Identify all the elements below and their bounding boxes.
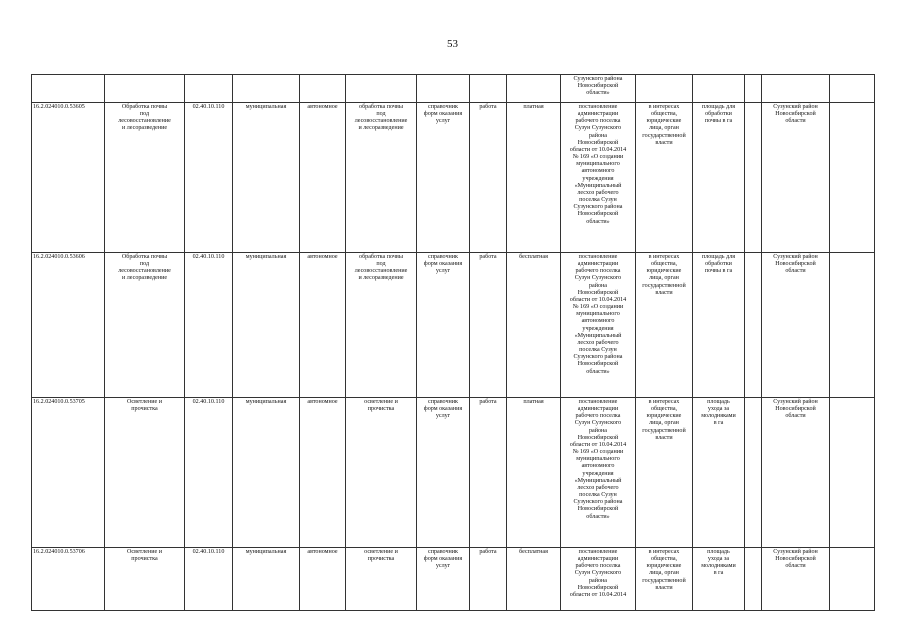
- text-line: почвы в га: [704, 118, 733, 125]
- text-line: лесхоз рабочего: [577, 484, 619, 491]
- cell: [745, 75, 762, 103]
- cell: [417, 75, 470, 103]
- text-line: Новосибирской: [577, 584, 619, 591]
- text-line: муниципального: [576, 456, 620, 463]
- text-line: муниципального: [576, 311, 620, 318]
- cell: [233, 75, 300, 103]
- services-registry-table: [31, 74, 875, 611]
- text-line: рабочего поселка: [575, 413, 621, 420]
- text-line: области»: [586, 513, 610, 520]
- category-cell: работа: [470, 398, 507, 548]
- text-line: Сузунский район: [773, 549, 818, 555]
- empty-cell: [745, 103, 762, 253]
- text-line: лесхоз рабочего: [577, 189, 619, 196]
- cell: [105, 75, 185, 103]
- text-line: района: [588, 427, 608, 434]
- text-line: лесхоз рабочего: [577, 339, 619, 346]
- empty-cell: [745, 548, 762, 611]
- text-line: муниципального: [576, 161, 620, 168]
- service-code-cell: 16.2.024010.0.53606: [32, 253, 105, 398]
- category-cell: работа: [470, 548, 507, 611]
- text-line: Новосибирской: [577, 434, 619, 441]
- text-line: Новосибирской: [577, 211, 619, 218]
- text-line: прочистка: [131, 406, 158, 413]
- text-line: поселка Сузун: [579, 197, 617, 204]
- text-line: Сузунского района: [573, 76, 623, 82]
- text-line: Сузун Сузунского: [574, 125, 622, 132]
- text-line: района: [588, 577, 608, 584]
- text-line: учреждения: [582, 325, 614, 332]
- text-line: области: [785, 413, 806, 420]
- text-line: лесовосстановление: [118, 268, 171, 275]
- text-line: автономного: [581, 318, 615, 325]
- service-name-cell: [105, 398, 185, 548]
- service-content-cell: [346, 103, 417, 253]
- text-line: Осветление и: [127, 549, 162, 555]
- text-line: молодняками: [701, 563, 736, 570]
- okved-code-cell: 02.40.10.110: [185, 253, 233, 398]
- text-line: Новосибирской: [577, 139, 619, 146]
- text-line: в интересах: [648, 399, 680, 405]
- text-line: государственной: [642, 427, 686, 434]
- text-line: в интересах: [648, 104, 680, 110]
- territory-cell: [762, 398, 830, 548]
- table-row: [32, 253, 875, 398]
- institution-type-cell: автономное: [300, 103, 346, 253]
- text-line: площадь для: [701, 254, 736, 260]
- text-line: постановление: [578, 399, 618, 405]
- service-content-cell: [346, 398, 417, 548]
- text-line: Сузунского района: [573, 354, 623, 361]
- text-line: Обработка почвы: [121, 254, 168, 260]
- text-line: лесовосстановление: [118, 118, 171, 125]
- text-line: лица, орган: [649, 570, 679, 577]
- text-line: обработки: [705, 111, 732, 118]
- text-line: Обработка почвы: [121, 104, 168, 110]
- consumers-cell: [636, 103, 693, 253]
- text-line: области от 10.04.2014: [569, 591, 627, 598]
- text-line: постановление: [578, 104, 618, 110]
- territory-cell: [762, 548, 830, 611]
- text-line: под: [139, 261, 150, 268]
- cell: [830, 75, 875, 103]
- text-line: справочник: [428, 104, 458, 110]
- cell: [507, 75, 561, 103]
- service-form-cell: [417, 548, 470, 611]
- text-line: области от 10.04.2014: [569, 441, 627, 448]
- text-line: ухода за: [707, 556, 730, 563]
- text-line: прочистка: [367, 556, 395, 563]
- text-line: государственной: [642, 577, 686, 584]
- text-line: власти: [655, 584, 673, 591]
- text-line: № 169 «О создании: [572, 449, 624, 456]
- text-line: под: [139, 111, 150, 118]
- indicator-cell: [693, 548, 745, 611]
- text-line: услуг: [435, 413, 451, 420]
- text-line: обработка почвы: [359, 254, 403, 260]
- text-line: форм оказания: [423, 406, 463, 413]
- text-line: государственной: [642, 282, 686, 289]
- text-line: Сузун Сузунского: [574, 275, 622, 282]
- text-line: Новосибирской: [577, 289, 619, 296]
- text-line: лица, орган: [649, 420, 679, 427]
- service-type-cell: муниципальная: [233, 253, 300, 398]
- table-row: [32, 398, 875, 548]
- service-form-cell: [417, 103, 470, 253]
- text-line: справочник: [428, 549, 458, 555]
- territory-cell: [762, 103, 830, 253]
- text-line: лица, орган: [649, 275, 679, 282]
- legal-act-cell: [561, 548, 636, 611]
- text-line: государственной: [642, 132, 686, 139]
- cell: [636, 75, 693, 103]
- text-line: прочистка: [131, 556, 158, 563]
- text-line: лесовосстановление: [354, 268, 408, 275]
- text-line: площадь для: [701, 104, 736, 110]
- text-line: осветление и: [364, 549, 398, 555]
- text-line: района: [588, 282, 608, 289]
- text-line: общества,: [650, 556, 678, 563]
- text-line: «Муниципальный: [574, 182, 622, 189]
- text-line: Новосибирской: [775, 261, 816, 268]
- text-line: администрации: [577, 556, 619, 563]
- service-name-cell: [105, 548, 185, 611]
- text-line: постановление: [578, 254, 618, 260]
- text-line: поселка Сузун: [579, 347, 617, 354]
- service-name-cell: [105, 103, 185, 253]
- text-line: лица, орган: [649, 125, 679, 132]
- text-line: власти: [655, 434, 673, 441]
- text-line: автономного: [581, 168, 615, 175]
- text-line: рабочего поселка: [575, 563, 621, 570]
- text-line: Новосибирской: [577, 361, 619, 368]
- payment-cell: платная: [507, 398, 561, 548]
- text-line: области от 10.04.2014: [569, 146, 627, 153]
- text-line: рабочего поселка: [575, 268, 621, 275]
- text-line: «Муниципальный: [574, 332, 622, 339]
- text-line: юридические: [646, 268, 682, 275]
- cell: [470, 75, 507, 103]
- legal-act-cell: [561, 398, 636, 548]
- text-line: области: [785, 118, 806, 125]
- text-line: юридические: [646, 118, 682, 125]
- text-line: области»: [586, 218, 610, 225]
- text-line: лесовосстановление: [354, 118, 408, 125]
- cell: [693, 75, 745, 103]
- text-line: форм оказания: [423, 261, 463, 268]
- text-line: администрации: [577, 406, 619, 413]
- text-line: прочистка: [367, 406, 395, 413]
- text-line: Новосибирской: [577, 506, 619, 513]
- text-line: под: [376, 111, 386, 118]
- text-line: форм оказания: [423, 111, 463, 118]
- text-line: области от 10.04.2014: [569, 296, 627, 303]
- cell: [762, 75, 830, 103]
- text-line: области: [785, 563, 806, 570]
- institution-type-cell: автономное: [300, 548, 346, 611]
- text-line: Сузунского района: [573, 204, 623, 211]
- service-form-cell: [417, 398, 470, 548]
- text-line: власти: [655, 139, 673, 146]
- text-line: молодняками: [701, 413, 736, 420]
- cell: [32, 75, 105, 103]
- text-line: под: [376, 261, 386, 268]
- text-line: постановление: [578, 549, 618, 555]
- text-line: автономного: [581, 463, 615, 470]
- cell: [185, 75, 233, 103]
- text-line: ухода за: [707, 406, 730, 413]
- text-line: форм оказания: [423, 556, 463, 563]
- category-cell: работа: [470, 253, 507, 398]
- cell: [346, 75, 417, 103]
- empty-cell: [830, 253, 875, 398]
- service-form-cell: [417, 253, 470, 398]
- text-line: области»: [586, 368, 610, 375]
- text-line: в га: [713, 570, 724, 577]
- text-line: и лесоразведение: [121, 275, 168, 282]
- service-code-cell: 16.2.024010.0.53706: [32, 548, 105, 611]
- text-line: № 169 «О создании: [572, 304, 624, 311]
- text-line: «Муниципальный: [574, 477, 622, 484]
- legal-act-cell: [561, 103, 636, 253]
- territory-cell: [762, 253, 830, 398]
- service-content-cell: [346, 253, 417, 398]
- text-line: в интересах: [648, 254, 680, 260]
- okved-code-cell: 02.40.10.110: [185, 548, 233, 611]
- cell: [300, 75, 346, 103]
- text-line: почвы в га: [704, 268, 733, 275]
- service-type-cell: муниципальная: [233, 103, 300, 253]
- indicator-cell: [693, 253, 745, 398]
- text-line: учреждения: [582, 470, 614, 477]
- text-line: в га: [713, 420, 724, 427]
- text-line: рабочего поселка: [575, 118, 621, 125]
- text-line: общества,: [650, 261, 678, 268]
- service-code-cell: 16.2.024010.0.53705: [32, 398, 105, 548]
- institution-type-cell: автономное: [300, 398, 346, 548]
- service-type-cell: муниципальная: [233, 398, 300, 548]
- consumers-cell: [636, 548, 693, 611]
- consumers-cell: [636, 253, 693, 398]
- table-row: [32, 103, 875, 253]
- institution-type-cell: автономное: [300, 253, 346, 398]
- indicator-cell: [693, 398, 745, 548]
- continuation-row: [32, 75, 875, 103]
- text-line: района: [588, 132, 608, 139]
- indicator-cell: [693, 103, 745, 253]
- text-line: площадь: [707, 399, 730, 405]
- service-content-cell: [346, 548, 417, 611]
- text-line: услуг: [435, 268, 451, 275]
- text-line: Новосибирской: [775, 556, 816, 563]
- page-number: 53: [447, 38, 458, 50]
- text-line: юридические: [646, 563, 682, 570]
- text-line: общества,: [650, 406, 678, 413]
- category-cell: работа: [470, 103, 507, 253]
- service-name-cell: [105, 253, 185, 398]
- text-line: области»: [586, 90, 610, 97]
- text-line: обработка почвы: [359, 104, 403, 110]
- text-line: Новосибирской: [775, 406, 816, 413]
- text-line: Новосибирской: [577, 83, 619, 90]
- text-line: № 169 «О создании: [572, 154, 624, 161]
- service-type-cell: муниципальная: [233, 548, 300, 611]
- text-line: Сузунский район: [773, 399, 818, 405]
- empty-cell: [830, 103, 875, 253]
- text-line: учреждения: [582, 175, 614, 182]
- payment-cell: бесплатная: [507, 253, 561, 398]
- text-line: Сузунский район: [773, 104, 818, 110]
- continuation-legal-act-cell: [561, 75, 636, 103]
- text-line: справочник: [428, 254, 458, 260]
- text-line: обработки: [705, 261, 732, 268]
- table-row: [32, 548, 875, 611]
- text-line: в интересах: [648, 549, 680, 555]
- text-line: площадь: [707, 549, 730, 555]
- okved-code-cell: 02.40.10.110: [185, 103, 233, 253]
- text-line: администрации: [577, 261, 619, 268]
- text-line: и лесоразведение: [121, 125, 168, 132]
- text-line: осветление и: [364, 399, 398, 405]
- okved-code-cell: 02.40.10.110: [185, 398, 233, 548]
- text-line: власти: [655, 289, 673, 296]
- text-line: Сузунского района: [573, 499, 623, 506]
- service-code-cell: 16.2.024010.0.53605: [32, 103, 105, 253]
- legal-act-cell: [561, 253, 636, 398]
- text-line: Осветление и: [127, 399, 162, 405]
- text-line: Сузунский район: [773, 254, 818, 260]
- text-line: Новосибирской: [775, 111, 816, 118]
- text-line: Сузун Сузунского: [574, 570, 622, 577]
- text-line: юридические: [646, 413, 682, 420]
- empty-cell: [830, 548, 875, 611]
- text-line: поселка Сузун: [579, 492, 617, 499]
- text-line: и лесоразведение: [358, 275, 404, 282]
- empty-cell: [745, 398, 762, 548]
- text-line: администрации: [577, 111, 619, 118]
- empty-cell: [745, 253, 762, 398]
- empty-cell: [830, 398, 875, 548]
- consumers-cell: [636, 398, 693, 548]
- text-line: справочник: [428, 399, 458, 405]
- payment-cell: бесплатная: [507, 548, 561, 611]
- text-line: услуг: [435, 563, 451, 570]
- text-line: услуг: [435, 118, 451, 125]
- text-line: Сузун Сузунского: [574, 420, 622, 427]
- text-line: общества,: [650, 111, 678, 118]
- text-line: области: [785, 268, 806, 275]
- payment-cell: платная: [507, 103, 561, 253]
- text-line: и лесоразведение: [358, 125, 404, 132]
